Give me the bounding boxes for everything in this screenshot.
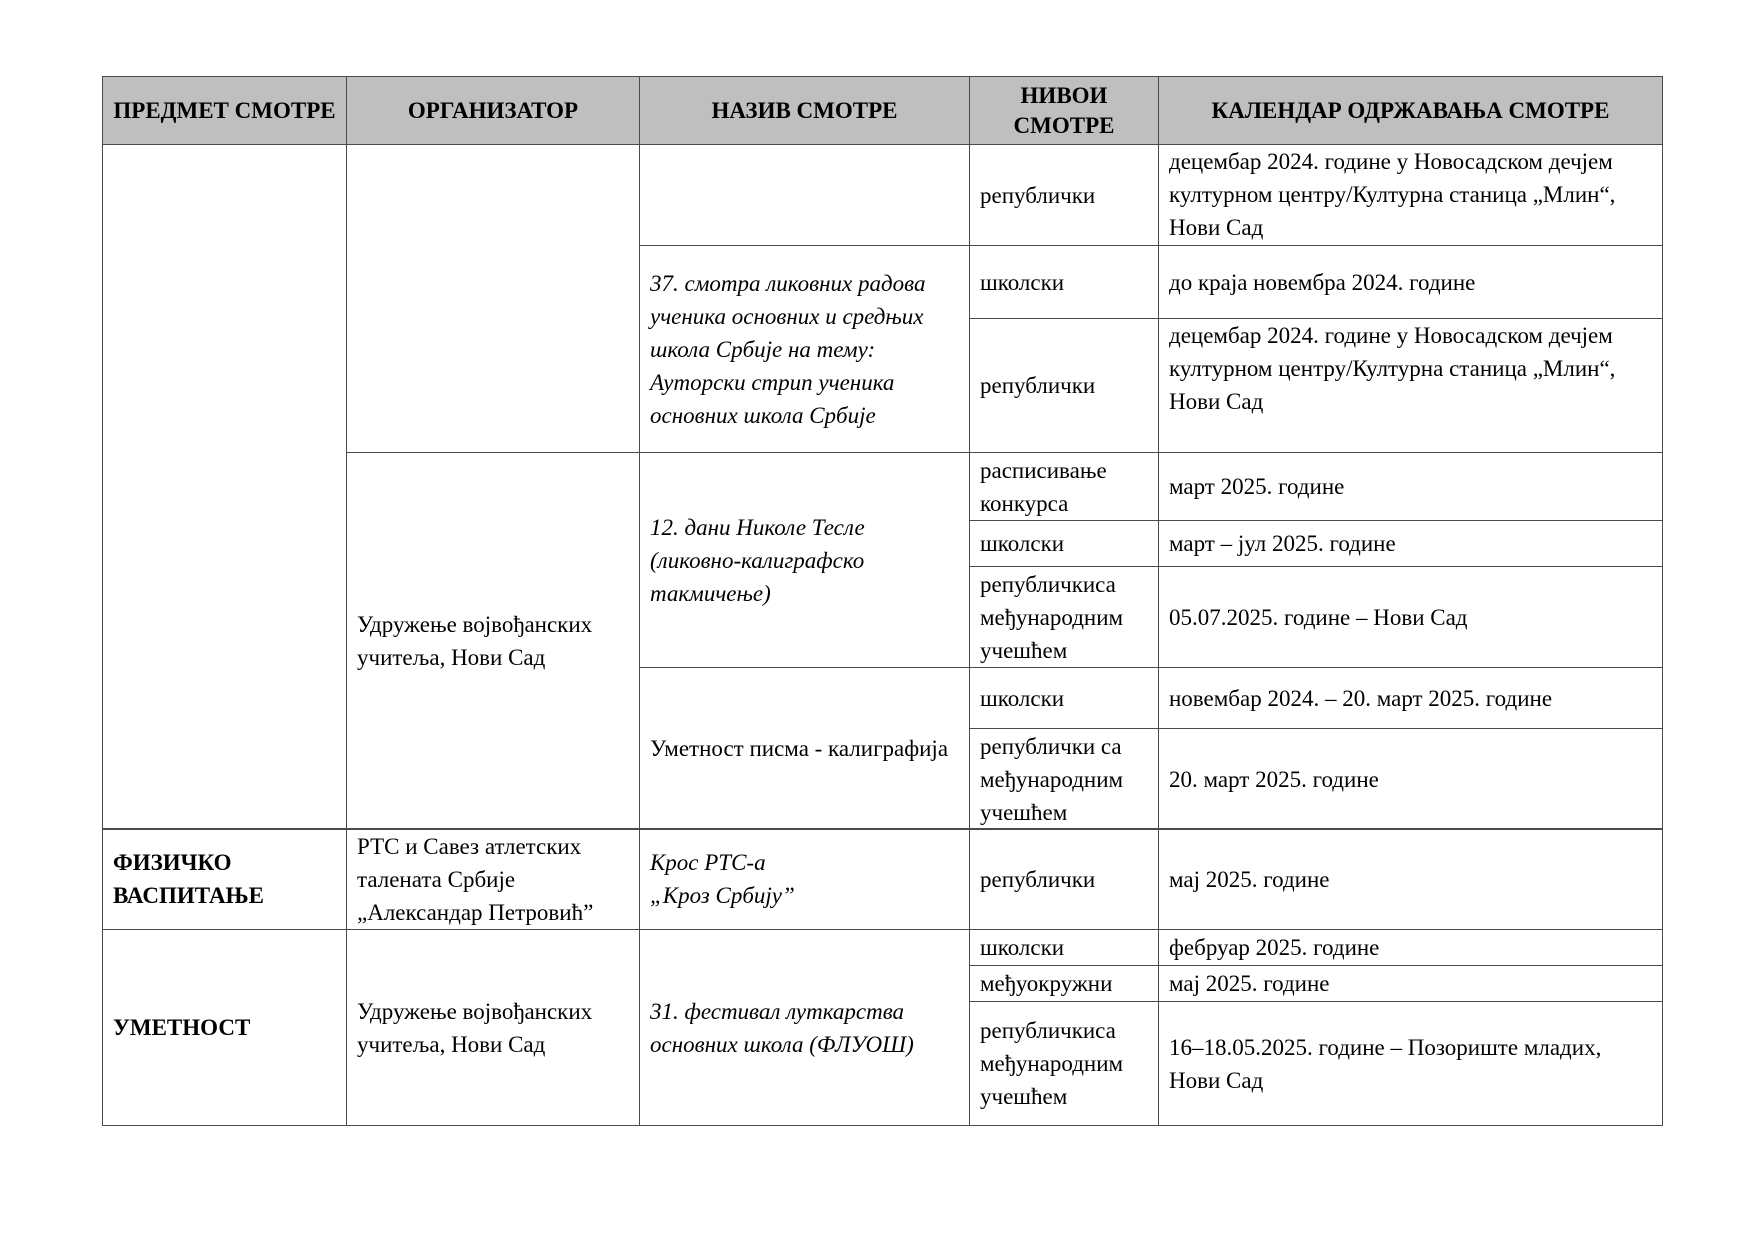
contest-name-cell: 12. дани Николе Тесле (ликовно-калиграфско такмичење) <box>640 453 970 668</box>
contest-name-line: Крос РТС-а <box>650 850 766 875</box>
organizer-cell-empty <box>347 145 640 453</box>
subject-cell: ФИЗИЧКО ВАСПИТАЊЕ <box>103 829 347 930</box>
level-cell: републички <box>970 829 1159 930</box>
header-subject: ПРЕДМЕТ СМОТРЕ <box>103 77 347 145</box>
organizer-cell: Удружење војвођанских учитеља, Нови Сад <box>347 930 640 1126</box>
level-cell: републички <box>970 145 1159 246</box>
calendar-cell: до краја новембра 2024. године <box>1159 246 1663 319</box>
header-level: НИВОИ СМОТРЕ <box>970 77 1159 145</box>
subject-cell-empty <box>103 145 347 830</box>
contest-name-cell: Уметност писма - калиграфија <box>640 668 970 830</box>
level-cell: расписивање конкурса <box>970 453 1159 521</box>
contest-schedule-table <box>102 76 1663 830</box>
calendar-cell: децембар 2024. године у Новосадском дечјем културном центру/Културна станица „Млин“, Нови Сад <box>1159 319 1663 453</box>
table-row <box>103 145 1663 246</box>
calendar-cell: март 2025. године <box>1159 453 1663 521</box>
header-organizer: ОРГАНИЗАТОР <box>347 77 640 145</box>
level-cell: школски <box>970 246 1159 319</box>
level-cell: републички <box>970 319 1159 453</box>
level-cell: републички са међународним учешћем <box>970 729 1159 830</box>
contest-name-cell: 31. фестивал луткарства основних школа (ФЛУОШ) <box>640 930 970 1126</box>
subject-cell: УМЕТНОСТ <box>103 930 347 1126</box>
contest-name-cell <box>640 829 970 930</box>
level-cell: школски <box>970 668 1159 729</box>
calendar-cell: мај 2025. године <box>1159 829 1663 930</box>
header-calendar: КАЛЕНДАР ОДРЖАВАЊА СМОТРЕ <box>1159 77 1663 145</box>
calendar-cell: новембар 2024. – 20. март 2025. године <box>1159 668 1663 729</box>
level-cell: међуокружни <box>970 966 1159 1002</box>
level-cell: школски <box>970 521 1159 567</box>
calendar-cell: децембар 2024. године у Новосадском дечјем културном центру/Културна станица „Млин“, Нови Сад <box>1159 145 1663 246</box>
level-cell: републичкиса међународним учешћем <box>970 567 1159 668</box>
calendar-cell: 05.07.2025. године – Нови Сад <box>1159 567 1663 668</box>
table-row <box>103 829 1663 930</box>
header-contest-name: НАЗИВ СМОТРЕ <box>640 77 970 145</box>
contest-name-line: „Кроз Србију” <box>650 883 795 908</box>
calendar-cell: март – јул 2025. године <box>1159 521 1663 567</box>
calendar-cell: 16–18.05.2025. године – Позориште младих, Нови Сад <box>1159 1002 1663 1126</box>
header-row <box>103 77 1663 145</box>
level-cell: школски <box>970 930 1159 966</box>
calendar-cell: фебруар 2025. године <box>1159 930 1663 966</box>
calendar-cell: 20. март 2025. године <box>1159 729 1663 830</box>
contest-name-cell-empty <box>640 145 970 246</box>
calendar-cell: мај 2025. године <box>1159 966 1663 1002</box>
organizer-cell: РТС и Савез атлетских талената Србије „Александар Петровић” <box>347 829 640 930</box>
level-cell: републичкиса међународним учешћем <box>970 1002 1159 1126</box>
contest-name-cell: 37. смотра ликовних радова ученика основних и средњих школа Србије на тему: Ауторски стрип ученика основних школа Србије <box>640 246 970 453</box>
contest-schedule-table-continued <box>102 828 1663 1126</box>
organizer-cell: Удружење војвођанских учитеља, Нови Сад <box>347 453 640 830</box>
table-row <box>103 930 1663 966</box>
